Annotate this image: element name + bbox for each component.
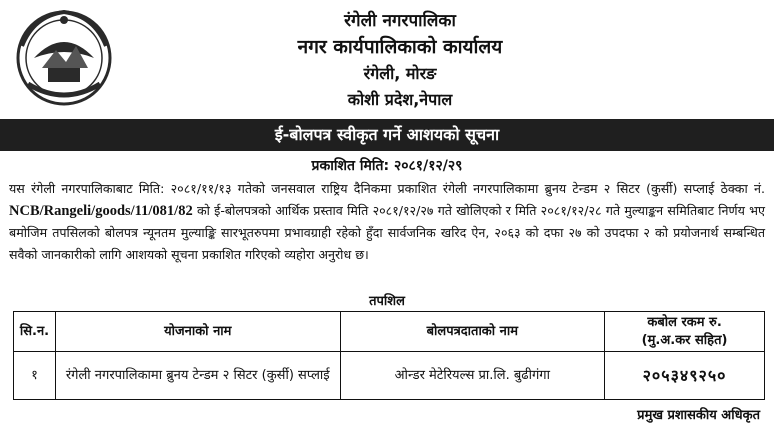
notice-body bbox=[9, 178, 765, 265]
col-header-amount-line2: (मु.अ.कर सहित) bbox=[641, 332, 728, 348]
cell-amount: २०५३४९२५० bbox=[605, 352, 765, 400]
table-header-row bbox=[14, 312, 765, 352]
col-header-amount bbox=[605, 312, 765, 352]
municipality-name: रंगेली नगरपालिका bbox=[344, 11, 456, 31]
contract-number: NCB/Rangeli/goods/11/081/82 bbox=[9, 202, 193, 219]
cell-project: रंगेली नगरपालिकामा ब्रुनय टेन्डम २ सिटर (कुर्सी) सप्लाई bbox=[55, 352, 340, 400]
table-row bbox=[14, 352, 765, 400]
letterhead bbox=[0, 0, 774, 118]
col-header-sn: सि.न. bbox=[14, 312, 56, 352]
col-header-bidder: बोलपत्रदाताको नाम bbox=[340, 312, 605, 352]
signatory-title: प्रमुख प्रशासकीय अधिकृत bbox=[637, 408, 760, 423]
bid-details-table bbox=[13, 311, 765, 400]
col-header-project: योजनाको नाम bbox=[55, 312, 340, 352]
cell-bidder: ओन्डर मेटेरियल्स प्रा.लि. बुढीगंगा bbox=[340, 352, 605, 400]
details-heading: तपशिल bbox=[369, 294, 405, 309]
office-location: रंगेली, मोरङ bbox=[363, 64, 437, 83]
cell-sn: १ bbox=[14, 352, 56, 400]
notice-body-part1: यस रंगेली नगरपालिकाबाट मिति: २०८१/११/१३ गतेको जनसवाल राष्ट्रिय दैनिकमा प्रकाशित रंगेली नगरपालिकामा ब्रुनय टेन्डम २ सिटर (कुर्सी) सप्लाई ठेक्का नं. bbox=[9, 181, 765, 196]
province-country: कोशी प्रदेश,नेपाल bbox=[347, 90, 453, 109]
notice-title-banner: ई-बोलपत्र स्वीकृत गर्ने आशयको सूचना bbox=[0, 119, 774, 151]
col-header-amount-line1: कबोल रकम रु. bbox=[647, 314, 722, 330]
notice-body-part2: को ई-बोलपत्रको आर्थिक प्रस्ताव मिति २०८१/१२/२७ गते खोलिएको र मिति २०८१/१२/२८ गते मुल्याङ्कन समितिबाट निर्णय भए बमोजिम तपसिलको बोलपत्र न्यूनतम मुल्याङ्कि सारभूतरुपमा प्रभावग्राही रहेको हुँदा सार्वजनिक खरिद ऐन, २०६३ को दफा २७ को उपदफा २ को प्रयोजनार्थ सम्बन्धित सवैको जानकारीको लागि आशयको सूचना प्रकाशित गरिएको व्यहोरा अनुरोध छ। bbox=[9, 202, 765, 262]
government-emblem-icon bbox=[14, 6, 114, 110]
office-name: नगर कार्यपालिकाको कार्यालय bbox=[297, 36, 503, 58]
publication-date: प्रकाशित मिति: २०८१/१२/२९ bbox=[311, 158, 463, 174]
